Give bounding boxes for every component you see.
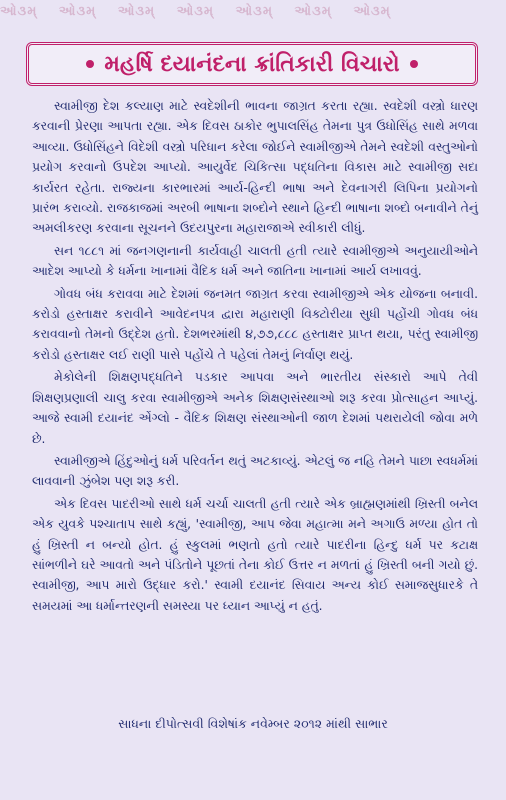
- paragraph: સ્વામીજી દેશ કલ્યાણ માટે સ્વદેશીની ભાવના જાગ્રત કરતા રહ્યા. સ્વદેશી વસ્ત્રો ધારણ કરવાની પ્રેરણા આપતા રહ્યા. એક દિવસ ઠાકોર ભુપાલસિંહ તેમના પુત્ર ઉધોસિંહ સાથે મળવા આવ્યા. ઉધોસિંહને વિદેશી વસ્ત્રો પરિધાન કરેલા જોઈને સ્વામીજીએ તેમને સ્વદેશી વસ્તુઓનો પ્રયોગ કરવાનો ઉપદેશ આપ્યો. આયુર્વેદ ચિકિત્સા પદ્ધતિના વિકાસ માટે સ્વામીજી સદા કાર્યરત રહેતા. રાજ્યના કારભારમાં આર્ય-હિન્દી ભાષા અને દેવનાગરી લિપિના પ્રયોગનો પ્રારંભ કરાવ્યો. રાજકાજમાં અરબી ભાષાના શબ્દોને સ્થાને હિન્દી ભાષાના શબ્દો બનાવીને તેનું અમલીકરણ કરવાના સૂચનને ઉદયપુરના મહારાજાએ સ્વીકારી લીધું.: [32, 99, 478, 236]
- om-watermark-strip: [0, 0, 506, 24]
- om-watermark: ઓ૩મ્: [294, 4, 332, 19]
- paragraph: સ્વામીજીએ હિંદુઓનું ધર્મ પરિવર્તન થતું અટકાવ્યું. એટલું જ નહિ તેમને પાછા સ્વધર્મમાં લાવવાની ઝુંબેશ પણ શરૂ કરી.: [32, 453, 478, 489]
- page-title: મહર્ષિ દયાનંદના ક્રાંતિકારી વિચારો: [104, 51, 400, 77]
- bullet-dot-icon: [86, 60, 94, 68]
- source-credit: સાધના દીપોત્સવી વિશેષાંક નવેમ્બર ૨૦૧૨ માંથી સાભાર: [118, 716, 388, 731]
- paragraph: એક દિવસ પાદરીઓ સાથે ધર્મ ચર્ચા ચાલતી હતી ત્યારે એક બ્રાહ્મણમાંથી ખ્રિસ્તી બનેલ એક યુવકે પશ્ચાતાપ સાથે કહ્યું, 'સ્વામીજી, આપ જેવા મહાત્મા મને અગાઉ મળ્યા હોત તો હું ખ્રિસ્તી ન બન્યો હોત. હું સ્કુલમાં ભણતો હતો ત્યારે પાદરીના હિન્દુ ધર્મ પર કટાક્ષ સાંભળીને ઘરે આવતો અને પંડિતોને પૂછતાં તેના કોઈ ઉત્તર ન મળતાં હું ખ્રિસ્તી બની ગયો છું. સ્વામીજી, આપ મારો ઉદ્ધાર કરો.' સ્વામી દયાનંદ સિવાય અન્ય કોઈ સમાજસુધારકે તે સમયમાં આ ધર્માન્તરણની સમસ્યા પર ધ્યાન આપ્યું ન હતું.: [32, 496, 478, 613]
- paragraph: મેકોલેની શિક્ષણપદ્ધતિને પડકાર આપવા અને ભારતીય સંસ્કારો આપે તેવી શિક્ષણપ્રણાલી ચાલુ કરવા સ્વામીજીએ અનેક શિક્ષણસંસ્થાઓ શરૂ કરવા પ્રોત્સાહન આપ્યું. આજે સ્વામી દયાનંદ એંગ્લો - વૈદિક શિક્ષણ સંસ્થાઓની જાળ દેશમાં પથરાયેલી જોવા મળે છે.: [32, 370, 478, 446]
- om-watermark: ઓ૩મ્: [0, 4, 38, 19]
- article-body: [32, 96, 478, 618]
- om-watermark: ઓ૩મ્: [353, 4, 391, 19]
- paragraph: ગોવધ બંધ કરાવવા માટે દેશમાં જનમત જાગ્રત કરવા સ્વામીજીએ એક યોજના બનાવી. કરોડો હસ્તાક્ષર કરાવીને આવેદનપત્ર દ્વારા મહારાણી વિક્ટોરીયા સુધી પહોંચી ગોવધ બંધ કરાવવાનો તેમનો ઉદ્દેશ હતો. દેશભરમાંથી ૪,૭૭,૮૮૮ હસ્તાક્ષર પ્રાપ્ત થયા, પરંતુ સ્વામીજી કરોડો હસ્તાક્ષર લઈ રાણી પાસે પહોંચે તે પહેલાં તેમનું નિર્વાણ થયું.: [32, 286, 478, 362]
- om-watermark: ઓ૩મ્: [58, 4, 97, 19]
- om-watermark: ઓ૩મ્: [235, 4, 273, 19]
- bullet-dot-icon: [410, 60, 418, 68]
- title-box: [26, 42, 478, 86]
- om-watermark: ઓ૩મ્: [176, 4, 215, 19]
- om-watermark: ઓ૩મ્: [117, 4, 156, 19]
- paragraph: સન ૧૮૮૧ માં જનગણનાની કાર્યવાહી ચાલતી હતી ત્યારે સ્વામીજીએ અનુયાયીઓને આદેશ આપ્યો કે ધર્મના ખાનામાં વૈદિક ધર્મ અને જાતિના ખાનામાં આર્ય લખાવવું.: [32, 243, 478, 279]
